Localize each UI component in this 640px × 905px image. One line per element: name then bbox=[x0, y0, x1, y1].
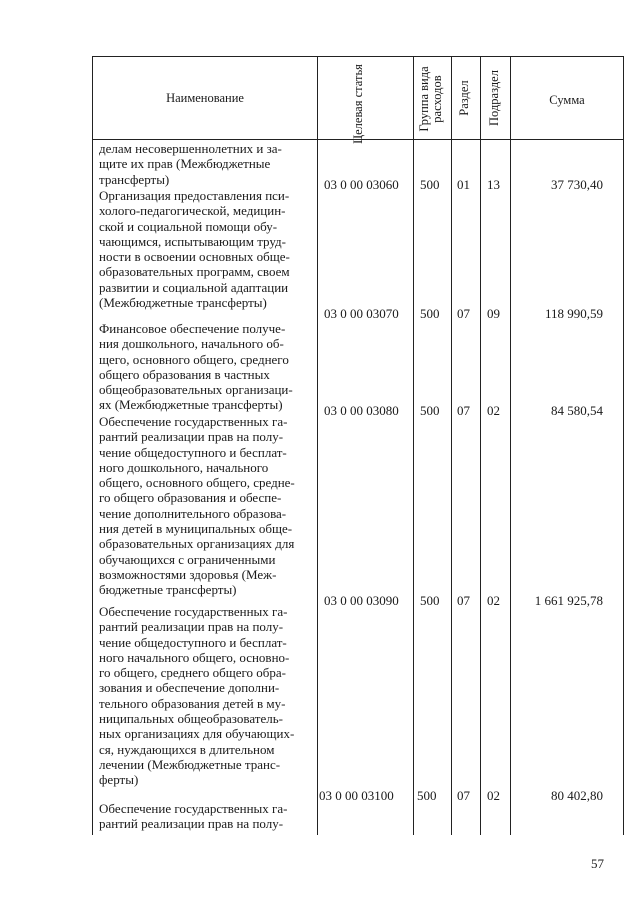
row-code: 03 0 00 03100 bbox=[319, 788, 394, 803]
row-name: Организация предоставления пси- холого-педагогической, медицин- ской и социальной помощи обу- чающимся, испытывающим труд- ности в освоении основных обще- образовательных программ, своем развитии и социальной адаптации (Межбюджетные трансферты) bbox=[99, 188, 290, 311]
col-divider bbox=[480, 57, 481, 835]
row-subsection: 02 bbox=[487, 593, 500, 608]
row-section: 07 bbox=[457, 306, 470, 321]
col-divider bbox=[510, 57, 511, 835]
row-name: Обеспечение государственных га- рантий реализации прав на полу- чение общедоступного и бесплат- ного дошкольного, начального общего, основного общего, средне- го общего образования и обеспе- чение дополнительного образова- ния детей в муниципальных обще- образовательных организациях для обучающихся с ограниченными возможностями здоровья (Меж- бюджетные трансферты) bbox=[99, 414, 295, 598]
row-name: Обеспечение государственных га- рантий реализации прав на полу- чение общедоступного и бесплат- ного начального общего, основно- го общего, среднего общего обра- зования и обеспечение дополни- тельного образования детей в му- ниципальных общеобразователь- ных организациях для обучающих- ся, нуждающихся в длительном лечении (Межбюджетные транс- ферты) bbox=[99, 604, 295, 788]
row-name: делам несовершеннолетних и за- щите их прав (Межбюджетные трансферты) bbox=[99, 141, 282, 187]
row-group: 500 bbox=[417, 788, 437, 803]
row-section: 07 bbox=[457, 403, 470, 418]
row-code: 03 0 00 03060 bbox=[324, 177, 399, 192]
row-group: 500 bbox=[420, 306, 440, 321]
col-divider bbox=[317, 57, 318, 835]
row-subsection: 02 bbox=[487, 788, 500, 803]
row-sum: 1 661 925,78 bbox=[534, 593, 603, 608]
page-number: 57 bbox=[591, 856, 604, 871]
row-sum: 80 402,80 bbox=[551, 788, 603, 803]
row-sum: 118 990,59 bbox=[544, 306, 603, 321]
row-subsection: 02 bbox=[487, 403, 500, 418]
header-sum: Сумма bbox=[549, 93, 585, 107]
row-section: 01 bbox=[457, 177, 470, 192]
header-expense-group: Группа вида расходов bbox=[417, 66, 444, 132]
row-group: 500 bbox=[420, 593, 440, 608]
row-name: Обеспечение государственных га- рантий реализации прав на полу- bbox=[99, 801, 288, 832]
header-section: Раздел bbox=[457, 80, 471, 116]
col-divider bbox=[413, 57, 414, 835]
row-subsection: 09 bbox=[487, 306, 500, 321]
row-sum: 37 730,40 bbox=[551, 177, 603, 192]
header-subsection: Подраздел bbox=[487, 70, 501, 126]
col-divider bbox=[451, 57, 452, 835]
header-target: Целевая статья bbox=[351, 64, 365, 144]
row-subsection: 13 bbox=[487, 177, 500, 192]
row-code: 03 0 00 03070 bbox=[324, 306, 399, 321]
header-name: Наименование bbox=[166, 91, 244, 105]
row-group: 500 bbox=[420, 403, 440, 418]
row-section: 07 bbox=[457, 593, 470, 608]
row-group: 500 bbox=[420, 177, 440, 192]
row-sum: 84 580,54 bbox=[551, 403, 603, 418]
row-code: 03 0 00 03080 bbox=[324, 403, 399, 418]
row-section: 07 bbox=[457, 788, 470, 803]
budget-table bbox=[92, 56, 624, 835]
row-code: 03 0 00 03090 bbox=[324, 593, 399, 608]
row-name: Финансовое обеспечение получе- ния дошкольного, начального об- щего, основного общего, среднего общего образования в частных общеобразовательных организаци- ях (Межбюджетные трансферты) bbox=[99, 321, 293, 413]
